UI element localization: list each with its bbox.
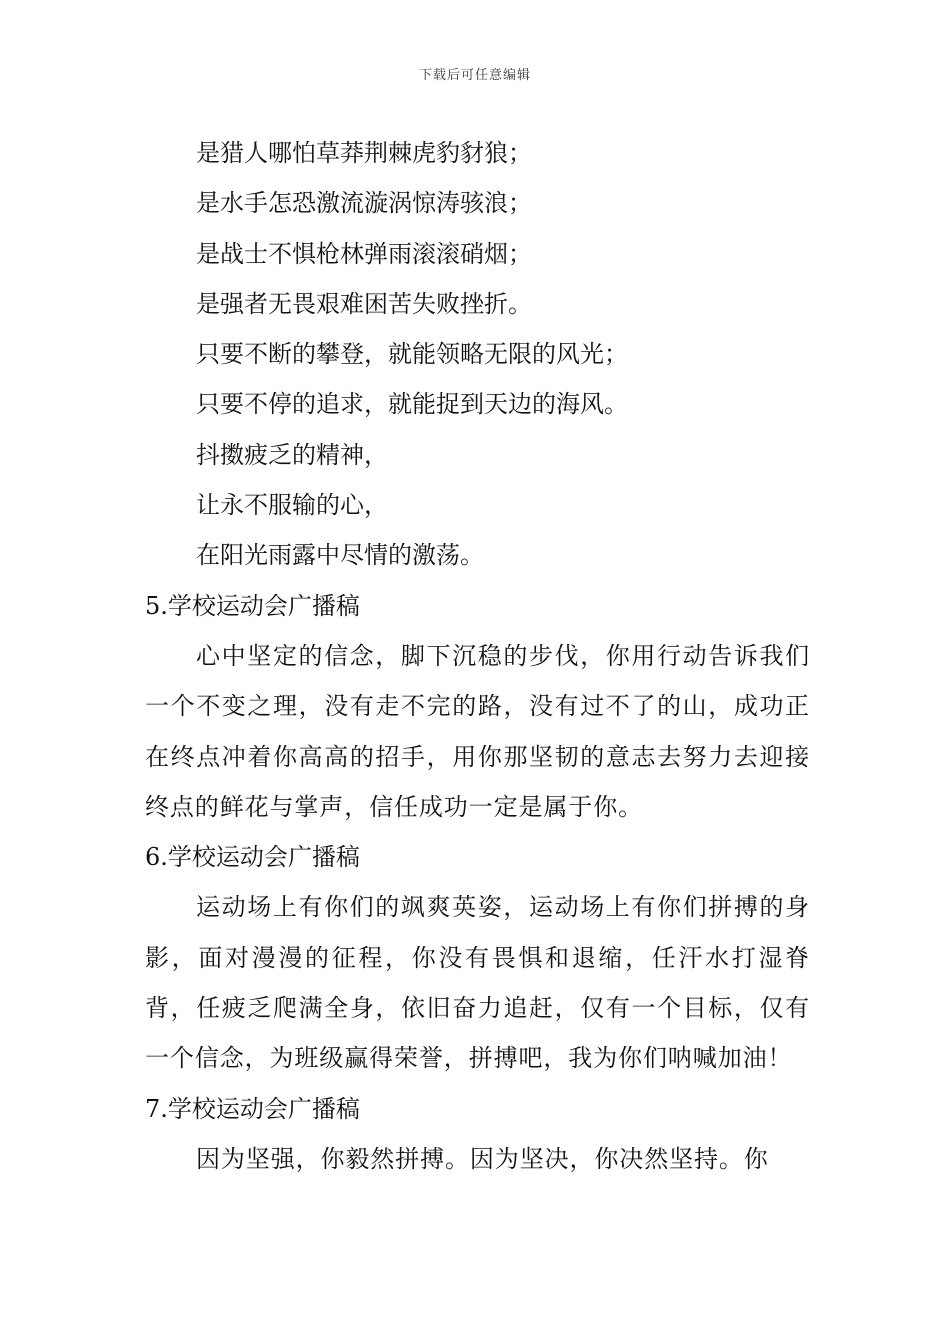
section-paragraph: 心中坚定的信念，脚下沉稳的步伐，你用行动告诉我们一个不变之理，没有走不完的路，没有过不了的山，成功正在终点冲着你高高的招手，用你那坚韧的意志去努力去迎接终点的鲜花与掌声，信任成功一定是属于你。 [145,641,810,821]
verse-line: 让永不服输的心， [196,491,388,520]
verse-line: 在阳光雨露中尽情的激荡。 [196,541,484,570]
verse-line: 是强者无畏艰难困苦失败挫折。 [196,289,532,318]
section-heading: 7.学校运动会广播稿 [145,1094,360,1123]
section-paragraph: 运动场上有你们的飒爽英姿，运动场上有你们拼搏的身影，面对漫漫的征程，你没有畏惧和退缩，任汗水打湿脊背，任疲乏爬满全身，依旧奋力追赶，仅有一个目标，仅有一个信念，为班级赢得荣誉，拼搏吧，我为你们呐喊加油！ [145,893,810,1073]
document-body [145,128,810,1184]
section-paragraph: 因为坚强，你毅然拼搏。因为坚决，你决然坚持。你 [196,1144,769,1173]
verse-line: 是猎人哪怕草莽荆棘虎豹豺狼； [196,139,532,167]
verse-line: 只要不停的追求，就能捉到天边的海风。 [196,390,628,419]
section-heading: 6.学校运动会广播稿 [145,843,360,872]
section-heading: 5.学校运动会广播稿 [145,591,360,620]
verse-line: 是战士不惧枪林弹雨滚滚硝烟； [196,239,532,268]
verse-line: 只要不断的攀登，就能领略无限的风光； [196,340,628,369]
page-header: 下载后可任意编辑 [418,68,531,83]
verse-line: 抖擞疲乏的精神， [196,440,388,469]
verse-line: 是水手怎恐激流漩涡惊涛骇浪； [196,189,532,218]
